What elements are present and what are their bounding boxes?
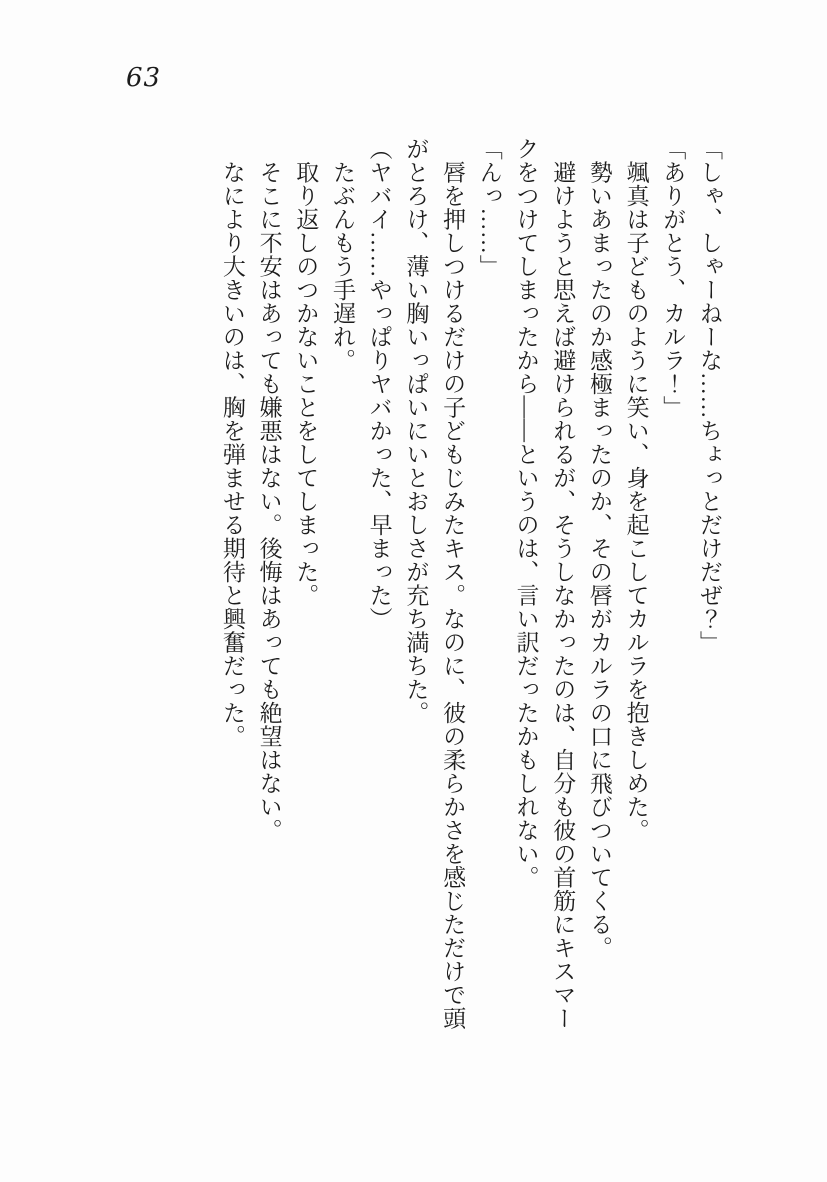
narration-paragraph: 取り返しのつかないことをしてしまった。 — [293, 137, 319, 607]
narration-paragraph: 勢いあまったのか感極まったのか、その唇がカルラの口に飛びついてくる。 — [586, 137, 612, 960]
narration-paragraph: 避けようと思えば避けられるが、そうしなかったのは、自分も彼の首筋にキスマークをつけてしまったから——というのは、言い訳だったかもしれない。 — [513, 137, 576, 1030]
inner-monologue-line: （ヤバイ……やっぱりヤバかった、早まった） — [366, 137, 392, 631]
narration-paragraph: そこに不安はあっても嫌悪はない。後悔はあっても絶望はない。 — [256, 137, 282, 842]
page-number: 63 — [126, 63, 162, 93]
dialogue-line: 「んっ……」 — [476, 137, 502, 278]
novel-text-block — [213, 137, 727, 1037]
dialogue-line: 「しゃ、しゃーねーな……ちょっとだけだぜ？」 — [697, 137, 722, 654]
narration-paragraph: 唇を押しつけるだけの子どもじみたキス。なのに、彼の柔らかさを感じただけで頭がとろけ、薄い胸いっぱいにいとおしさが充ち満ちた。 — [403, 137, 466, 1030]
dialogue-line: 「ありがとう、カルラ！」 — [660, 137, 686, 419]
narration-paragraph: たぶんもう手遅れ。 — [329, 137, 355, 372]
narration-paragraph: なにより大きいのは、胸を弾ませる期待と興奮だった。 — [219, 137, 245, 748]
narration-paragraph: 颯真は子どものように笑い、身を起こしてカルラを抱きしめた。 — [623, 137, 649, 842]
